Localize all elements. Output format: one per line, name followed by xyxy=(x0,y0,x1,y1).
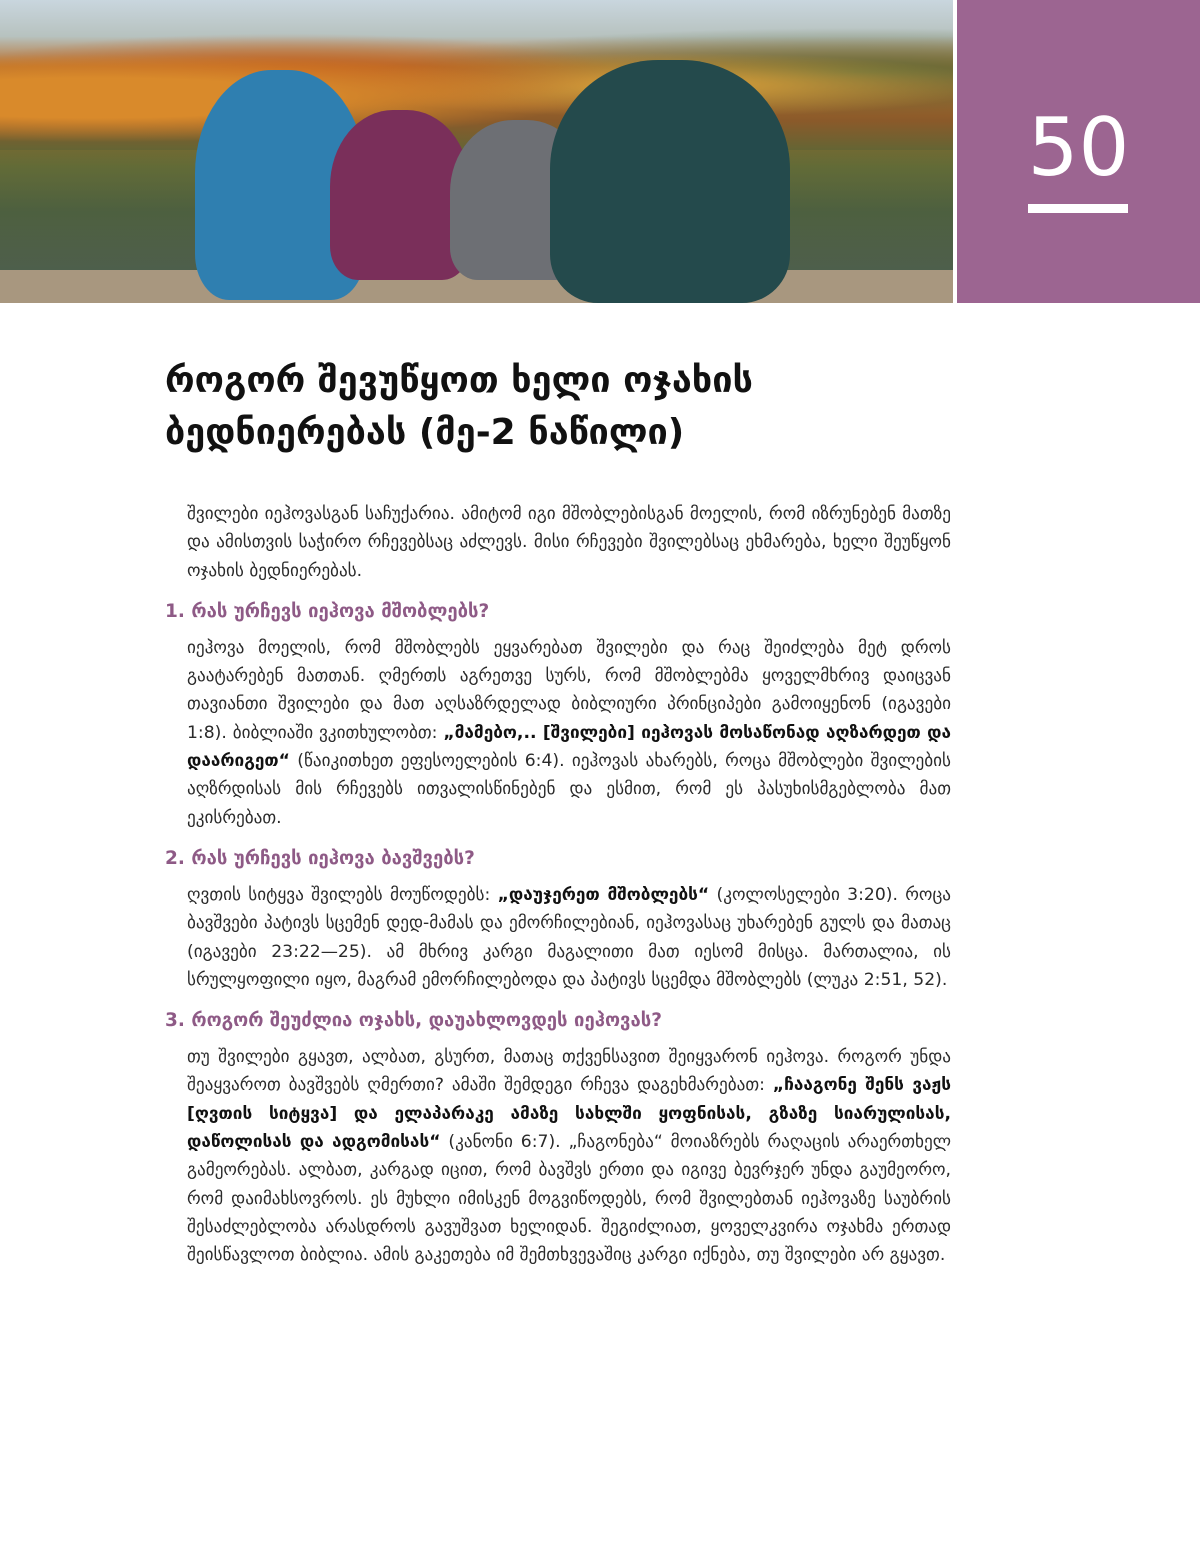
autumn-trees xyxy=(0,20,953,150)
father-figure xyxy=(550,60,790,303)
text: თუ შვილები გყავთ, ალბათ, გსურთ, მათაც თქვენსავით შეიყვარონ იეჰოვა. როგორ უნდა შეაყვაროთ ბავშვებს ღმერთი? ამაში შემდეგი რჩევა დაგეხმარებათ: xyxy=(187,1047,951,1096)
text: (კოლოსელები 3:20). როცა ბავშვები პატივს სცემენ დედ-მამას და ემორჩილებიან, იეჰოვასაც უხარებენ გულს და მათაც (იგავები 23:22—25). ამ მხრივ კარგი მაგალითი მათ იესომ მისცა. მართალია, ის სრულყოფილი იყო, მაგრამ ემორჩილებოდა და პატივს სცემდა მშობლებს (ლუკა 2:51, 52). xyxy=(187,884,951,990)
section-paragraph-1 xyxy=(187,634,951,832)
page-title: როგორ შევუწყოთ ხელი ოჯახის ბედნიერებას (მე-2 ნაწილი) xyxy=(165,360,753,453)
family-photo xyxy=(0,0,953,303)
chapter-underline xyxy=(1028,204,1128,213)
text: ღვთის სიტყვა შვილებს მოუწოდებს: xyxy=(187,884,498,905)
section-paragraph-2 xyxy=(187,881,951,994)
section-heading-2: 2. რას ურჩევს იეჰოვა ბავშვებს? xyxy=(165,847,475,869)
scripture-quote: „ჩააგონე შენს ვაჟს [ღვთის სიტყვა] და ელაპარაკე ამაზე სახლში ყოფნისას, გზაზე სიარულისას, დაწოლისას და ადგომისას“ xyxy=(187,1075,951,1153)
scripture-quote: „მამებო,.. [შვილები] იეჰოვას მოსაწონად აღზარდეთ და დაარიგეთ“ xyxy=(187,722,951,772)
text: იეჰოვა მოელის, რომ მშობლებს ეყვარებათ შვილები და რაც შეიძლება მეტ დროს გაატარებენ მათთან. ღმერთს აგრეთვე სურს, რომ მშობლებმა ყოველმხრივ დაიცვან თავიანთი შვილები და მათ აღსაზრდელად ბიბლიური პრინციპები გამოიყენონ (იგავები 1:8). ბიბლიაში ვკითხულობთ: xyxy=(187,637,951,743)
section-heading-3: 3. როგორ შეუძლია ოჯახს, დაუახლოვდეს იეჰოვას? xyxy=(165,1010,662,1032)
daughter-figure xyxy=(330,110,470,280)
scripture-quote: „დაუჯერეთ მშობლებს“ xyxy=(497,884,710,905)
text: (წაიკითხეთ ეფესოელების 6:4). იეჰოვას ახარებს, როცა მშობლები შვილების აღზრდისას მის რჩევებს ითვალისწინებენ და ესმით, რომ ეს პასუხისმგებლობა მათ ეკისრებათ. xyxy=(187,751,951,828)
section-paragraph-3 xyxy=(187,1043,951,1269)
article-body xyxy=(165,500,951,1270)
chapter-number: 50 xyxy=(1027,101,1130,194)
text: (კანონი 6:7). „ჩაგონება“ მოიაზრებს რაღაცის არაერთხელ გამეორებას. ალბათ, კარგად იცით, რომ ბავშვს ერთი და იგივე ბევრჯერ უნდა გაუმეორო, რომ დაიმახსოვროს. ეს მუხლი იმისკენ მოგვიწოდებს, რომ შვილებთან იეჰოვაზე საუბრის შესაძლებლობა არასდროს გავუშვათ ხელიდან. შეგიძლიათ, ყოველკვირა ოჯახმა ერთად შეისწავლოთ ბიბლია. ამის გაკეთება იმ შემთხვევაშიც კარგი იქნება, თუ შვილები არ გყავთ. xyxy=(187,1132,951,1266)
intro-paragraph: შვილები იეჰოვასგან საჩუქარია. ამიტომ იგი მშობლებისგან მოელის, რომ იზრუნებენ მათზე და ამისთვის საჭირო რჩევებსაც აძლევს. მისი რჩევები შვილებსაც ეხმარება, ხელი შეუწყონ ოჯახის ბედნიერებას. xyxy=(187,504,951,581)
section-heading-1: 1. რას ურჩევს იეჰოვა მშობლებს? xyxy=(165,600,490,622)
chapter-tab xyxy=(957,0,1200,303)
